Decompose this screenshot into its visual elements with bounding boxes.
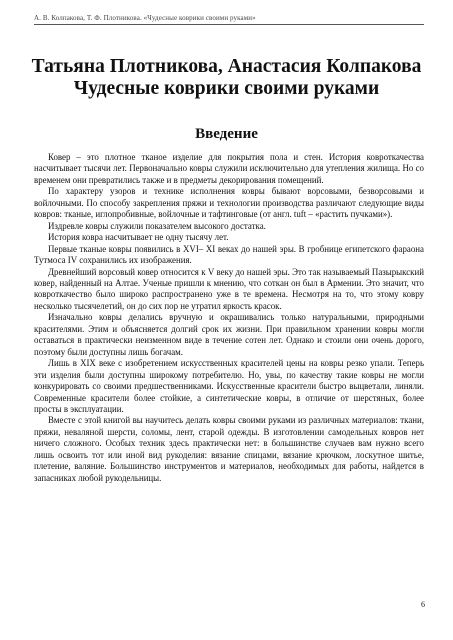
paragraph: Вместе с этой книгой вы научитесь делать ковры своими руками из различных материалов: ткани, пряжи, неваляной шерсти, соломы, лент, старой одежды. В изготовлении самодельных ковров нет ничего сложного. Особых техник здесь практически нет: в большинстве случаев вам нужно всего лишь освоить тот или иной вид рукоделия: вязание спицами, вязание крючком, лоскутное шитье, плетение, валяние. Большинство инструментов и материалов, необходимых для работы, найдется в запасниках любой рукодельницы. [34,415,424,483]
paragraph: По характеру узоров и технике исполнения ковры бывают ворсовыми, безворсовыми и войлочными. По способу закрепления пряжи и технологии производства различают следующие виды ковров: тканые, иглопробивные, войлочные и тафтинговые (от англ. tuft – «растить пучками»). [34,186,424,220]
book-title: Чудесные коврики своими руками [73,78,380,99]
title-block [0,56,453,100]
body-text [34,152,424,484]
paragraph: История ковра насчитывает не одну тысячу лет. [48,232,229,243]
paragraph: Издревле ковры служили показателем высокого достатка. [48,220,266,231]
paragraph: Древнейший ворсовый ковер относится к V веку до нашей эры. Это так называемый Пазырыкский ковер, найденный на Алтае. Ученые пришли к мнению, что соткан он был в Армении. Это значит, что ковроткачество было широко распространено уже в те времена. Несмотря на то, что этому ковру несколько тысячелетий, он до сих пор не утратил яркость красок. [34,266,424,311]
paragraph: Первые тканые ковры появились в XVI– XI веках до нашей эры. В гробнице египетского фараона Тутмоса IV сохранились их изображения. [34,243,424,266]
header-rule [34,24,424,25]
paragraph: Лишь в XIX веке с изобретением искусственных красителей цены на ковры резко упали. Теперь эти изделия были доступны широкому потребителю. Но, увы, по качеству такие ковры не могли конкурировать со своими предшественниками. Искусственные красители быстро выцветали, линяли. Современные красители более стойкие, а синтетические ковры, в отличие от шерстяных, более просты в эксплуатации. [34,358,424,414]
paragraph: Ковер – это плотное тканое изделие для покрытия пола и стен. История ковроткачества насчитывает тысячи лет. Первоначально ковры служили исключительно для утепления жилища. Но со временем они превратились также и в предметы декорирования помещений. [34,152,424,185]
authors-title: Татьяна Плотникова, Анастасия Колпакова [31,56,422,77]
section-heading: Введение [195,126,258,142]
page-number: 6 [421,600,425,609]
running-head: А. В. Колпакова, Т. Ф. Плотникова. «Чудесные коврики своими руками» [34,14,256,22]
paragraph: Изначально ковры делались вручную и окрашивались только натуральными, природными красителями. Этим и объясняется долгий срок их жизни. При правильном хранении ковры могли оставаться в практически неизменном виде в течение сотен лет. Однако и стоили они очень дорого, поэтому были доступны лишь богачам. [34,312,424,357]
